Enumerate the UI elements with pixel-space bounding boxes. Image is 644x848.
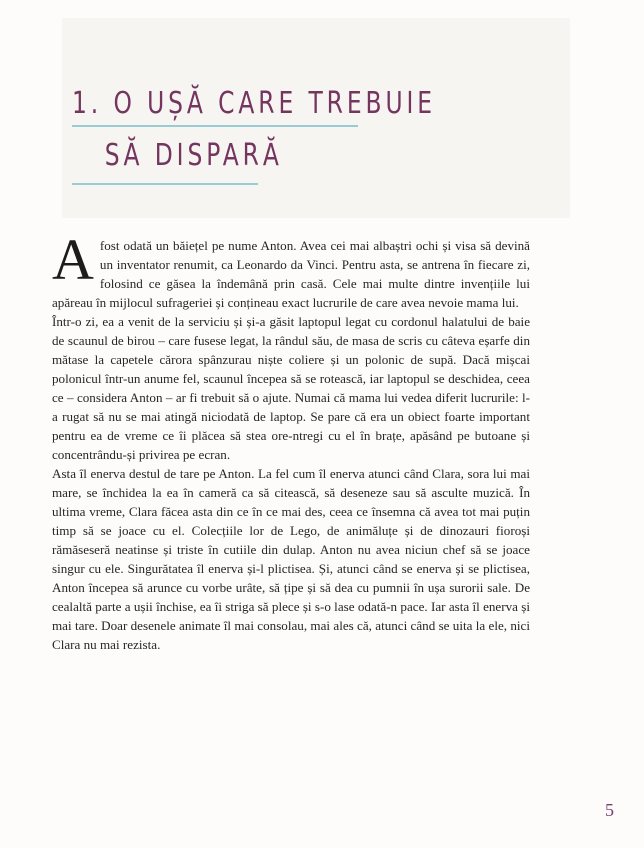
title-underline-2 [72, 183, 258, 185]
body-text [52, 227, 530, 654]
paragraph-2: Într-o zi, ea a venit de la serviciu și și-a găsit laptopul legat cu cordonul halatului de baie de scaunul de birou – care fusese legat, la rândul său, de masa de scris cu câteva eșarfe din mătase la capetele cărora spânzurau niște coliere și un polonic de supă. Dacă mișcai polonicul într-un anume fel, scaunul începea să se rotească, iar laptopul se deschidea, ceea ce – considera Anton – ar fi trebuit să o ajute. Numai că mama lui vedea diferit lucrurile: l-a rugat să nu se mai atingă niciodată de laptop. Se pare că era un obiect foarte important pentru ea de vreme ce îi plăcea să stea ore-ntregi cu el în brațe, apăsând pe butoane și concentrându-și privirea pe ecran. [52, 314, 530, 462]
chapter-title [72, 78, 436, 182]
chapter-title-line-1: 1. O UȘĂ CARE TREBUIE [72, 86, 436, 121]
paragraph-1: fost odată un băiețel pe nume Anton. Avea cei mai albaștri ochi și visa să devină un inventator renumit, ca Leonardo da Vinci. Pentru asta, se antrena în fiecare zi, folosind ce găsea la îndemână prin casă. Cele mai multe dintre invențiile lui apăreau în mijlocul sufrageriei și conțineau exact lucrurile de care avea nevoie mama lui. [52, 238, 530, 310]
drop-cap: A [52, 227, 94, 292]
paragraph-3: Asta îl enerva destul de tare pe Anton. La fel cum îl enerva atunci când Clara, sora lui mai mare, se închidea la ea în cameră ca să citească, să deseneze sau să asculte muzică. În ultima vreme, Clara făcea asta din ce în ce mai des, ceea ce însemna că avea tot mai puțin timp să se joace cu el. Colecțiile lor de Lego, de animăluțe și de dinozauri fioroși rămăseseră neatinse și triste în cutiile din dulap. Anton nu avea niciun chef să se joace singur cu ele. Singurătatea îl enerva și-l plictisea. Și, atunci când se enerva și se plictisea, Anton începea să arunce cu vorbe urâte, să țipe și să dea cu pumnii în ușa surorii sale. De cealaltă parte a ușii închise, ea îi striga să plece și s-o lase odată-n pace. Iar asta îl enerva și mai tare. Doar desenele animate îl mai consolau, mai ales că, atunci când se uita la ele, nici Clara nu mai rezista. [52, 466, 530, 652]
title-underline-1 [72, 125, 358, 127]
chapter-title-line-2: SĂ DISPARĂ [104, 138, 283, 173]
page-number: 5 [605, 800, 614, 820]
